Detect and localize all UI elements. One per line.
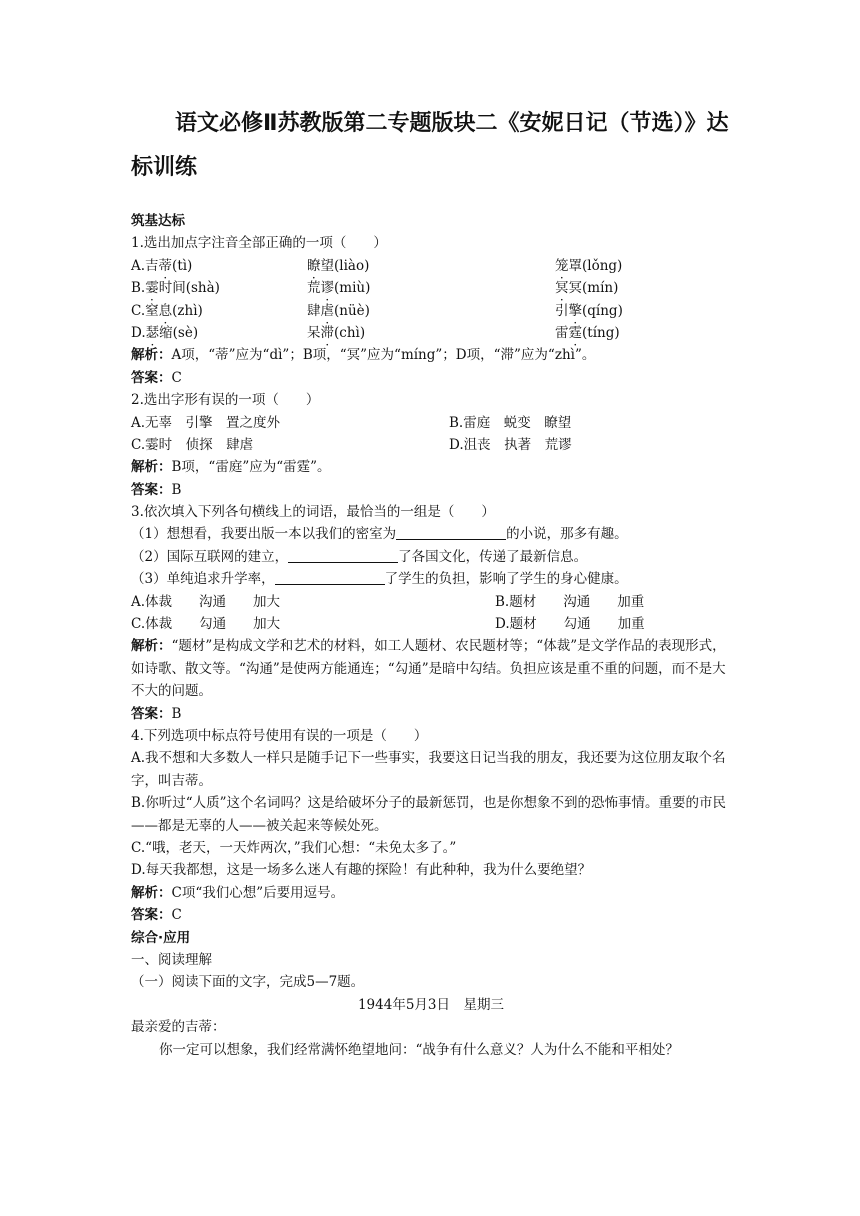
blank-line: [275, 570, 385, 585]
q1-c-3: 引擎(qíng): [555, 302, 623, 319]
q4-option-b: B.你听过“人质”这个名词吗？这是给破坏分子的最新惩罚，也是你想象不到的恐怖事情。重要的市民——都是无辜的人——被关起来等候处死。: [131, 795, 727, 834]
q1-b-1: B.霎时间(shà): [131, 280, 220, 297]
q1-option-b: [131, 277, 731, 299]
q1-option-c: [131, 300, 731, 322]
document-title: [131, 102, 731, 190]
q1-answer: 答案：C: [131, 369, 182, 386]
q2-analysis: 解析：B项，“雷庭”应为“雷霆”。: [131, 459, 331, 476]
q2-option-c: C.霎时 侦探 肆虐: [131, 436, 254, 453]
q1-a-3: 笼罩(lǒng): [555, 257, 623, 274]
q3-option-c: C.体裁 勾通 加大: [131, 616, 281, 633]
diary-body: 你一定可以想象，我们经常满怀绝望地问：“战争有什么意义？人为什么不能和平相处？: [159, 1041, 679, 1058]
q3-sentence-1: （1）想想看，我要出版一本以我们的密室为 的小说，那多有趣。: [131, 526, 628, 543]
q3-option-a: A.体裁 沟通 加大: [131, 593, 281, 610]
q1-option-a: [131, 255, 731, 277]
q2-row-1: [131, 412, 731, 434]
q2-row-2: [131, 434, 731, 456]
diary-date: 1944年5月3日 星期三: [357, 996, 505, 1013]
q1-option-d: [131, 322, 731, 344]
q1-c-1: C.窒息(zhì): [131, 302, 203, 319]
q1-b-2: 荒谬(miù): [307, 280, 371, 297]
q1-b-3: 冥冥(mín): [555, 280, 619, 297]
q3-sentence-2: （2）国际互联网的建立， 了各国文化，传递了最新信息。: [131, 548, 588, 565]
q1-d-2: 呆滞(chì): [307, 324, 366, 341]
section-heading: 筑基达标: [131, 213, 185, 229]
question-2-stem: 2.选出字形有误的一项（ ）: [131, 392, 320, 409]
q2-option-a: A.无辜 引擎 置之度外: [131, 414, 281, 431]
document-body: [131, 210, 731, 1061]
q3-row-1: [131, 591, 731, 613]
part-heading: 一、阅读理解: [131, 952, 212, 968]
q3-option-d: D.题材 勾通 加重: [495, 616, 645, 633]
title-line-1: 语文必修Ⅱ苏教版第二专题版块二《安妮日记（节选）》达: [175, 111, 729, 136]
q4-answer: 答案：C: [131, 907, 182, 924]
question-1-stem: 1.选出加点字注音全部正确的一项（ ）: [131, 235, 387, 252]
q4-option-c: C.“哦，老天，一天炸两次，”我们心想：“未免太多了。”: [131, 840, 457, 857]
q3-option-b: B.题材 沟通 加重: [495, 593, 645, 610]
reading-instructions: （一）阅读下面的文字，完成5—7题。: [131, 974, 365, 991]
q1-d-1: D.瑟缩(sè): [131, 324, 199, 341]
q1-a-2: 瞭望(liào): [307, 257, 370, 274]
q2-option-b: B.雷庭 蜕变 瞭望: [449, 414, 572, 431]
q2-answer: 答案：B: [131, 481, 182, 498]
q3-sentence-3: （3）单纯追求升学率， 了学生的负担，影响了学生的身心健康。: [131, 571, 628, 588]
question-3-stem: 3.依次填入下列各句横线上的词语，最恰当的一组是（ ）: [131, 504, 495, 521]
q3-row-2: [131, 613, 731, 635]
q1-analysis: 解析：A项，“蒂”应为“dì”；B项，“冥”应为“míng”；D项，“滞”应为“zhì”。: [131, 347, 596, 364]
section-heading-2: 综合·应用: [131, 929, 191, 946]
question-4-stem: 4.下列选项中标点符号使用有误的一项是（ ）: [131, 728, 428, 745]
title-line-2: 标训练: [131, 155, 198, 180]
q4-option-a: A.我不想和大多数人一样只是随手记下一些事实，我要这日记当我的朋友，我还要为这位朋友取个名字，叫吉蒂。: [131, 750, 726, 789]
q1-d-3: 雷霆(tíng): [555, 324, 620, 341]
blank-line: [396, 525, 506, 540]
diary-salutation: 最亲爱的吉蒂：: [131, 1019, 226, 1036]
q2-option-d: D.沮丧 执著 荒谬: [449, 436, 572, 453]
q1-c-2: 肆虐(nüè): [307, 302, 370, 319]
q3-answer: 答案：B: [131, 705, 182, 722]
q1-a-1: A.吉蒂(tì): [131, 257, 193, 274]
blank-line: [288, 548, 398, 563]
q4-option-d: D.每天我都想，这是一场多么迷人有趣的探险！有此种种，我为什么要绝望？: [131, 862, 592, 879]
q3-analysis: 解析：“题材”是构成文学和艺术的材料，如工人题材、农民题材等；“体裁”是文学作品的表现形式，如诗歌、散文等。“沟通”是使两方能通连；“勾通”是暗中勾结。负担应该是重不重的问题，而不是大不大的问题。: [131, 638, 726, 700]
q4-analysis: 解析：C项“我们心想”后要用逗号。: [131, 884, 345, 901]
